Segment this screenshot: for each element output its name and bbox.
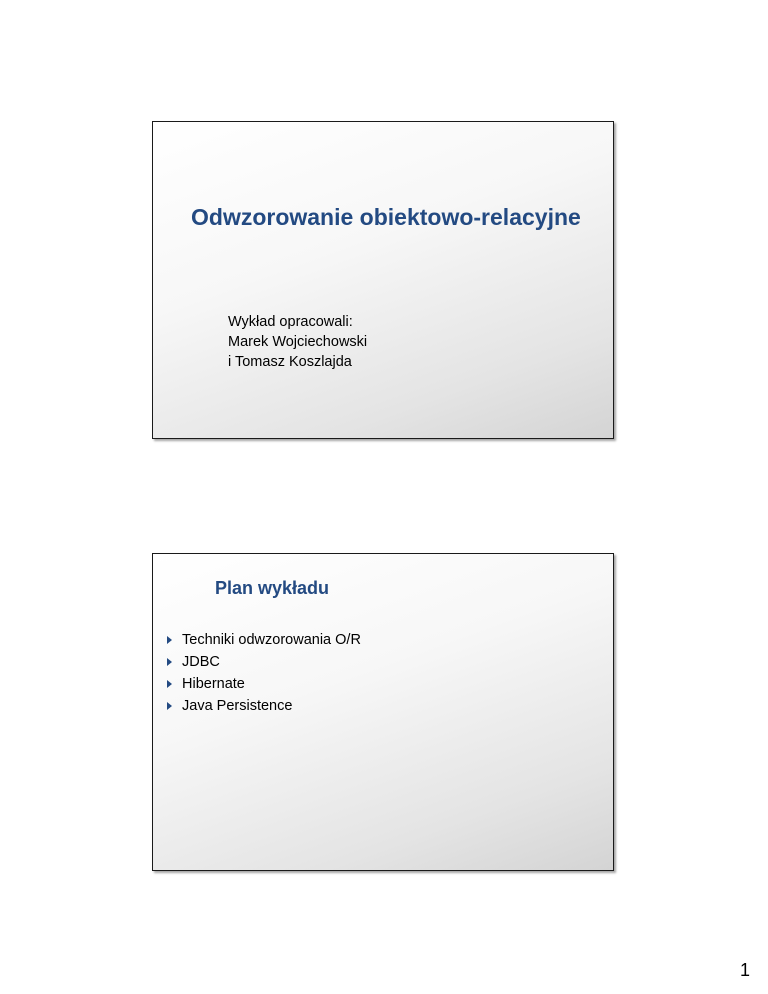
list-item-label: Techniki odwzorowania O/R [182, 632, 361, 648]
triangle-right-icon [167, 680, 172, 688]
authors-block [228, 312, 367, 372]
slide-title-heading: Odwzorowanie obiektowo-relacyjne [191, 204, 581, 230]
agenda-list [167, 629, 361, 717]
page-number: 1 [739, 960, 750, 980]
authors-line: i Tomasz Koszlajda [228, 354, 352, 370]
list-item [167, 651, 361, 673]
authors-line: Wykład opracowali: [228, 314, 353, 330]
triangle-right-icon [167, 658, 172, 666]
list-item-label: JDBC [182, 654, 220, 670]
triangle-right-icon [167, 702, 172, 710]
agenda-heading: Plan wykładu [215, 578, 330, 598]
list-item [167, 629, 361, 651]
triangle-right-icon [167, 636, 172, 644]
list-item-label: Hibernate [182, 676, 245, 692]
list-item [167, 695, 361, 717]
list-item-label: Java Persistence [182, 698, 293, 714]
list-item [167, 673, 361, 695]
slide-agenda [152, 553, 614, 871]
slide-title [152, 121, 614, 439]
authors-line: Marek Wojciechowski [228, 334, 368, 350]
